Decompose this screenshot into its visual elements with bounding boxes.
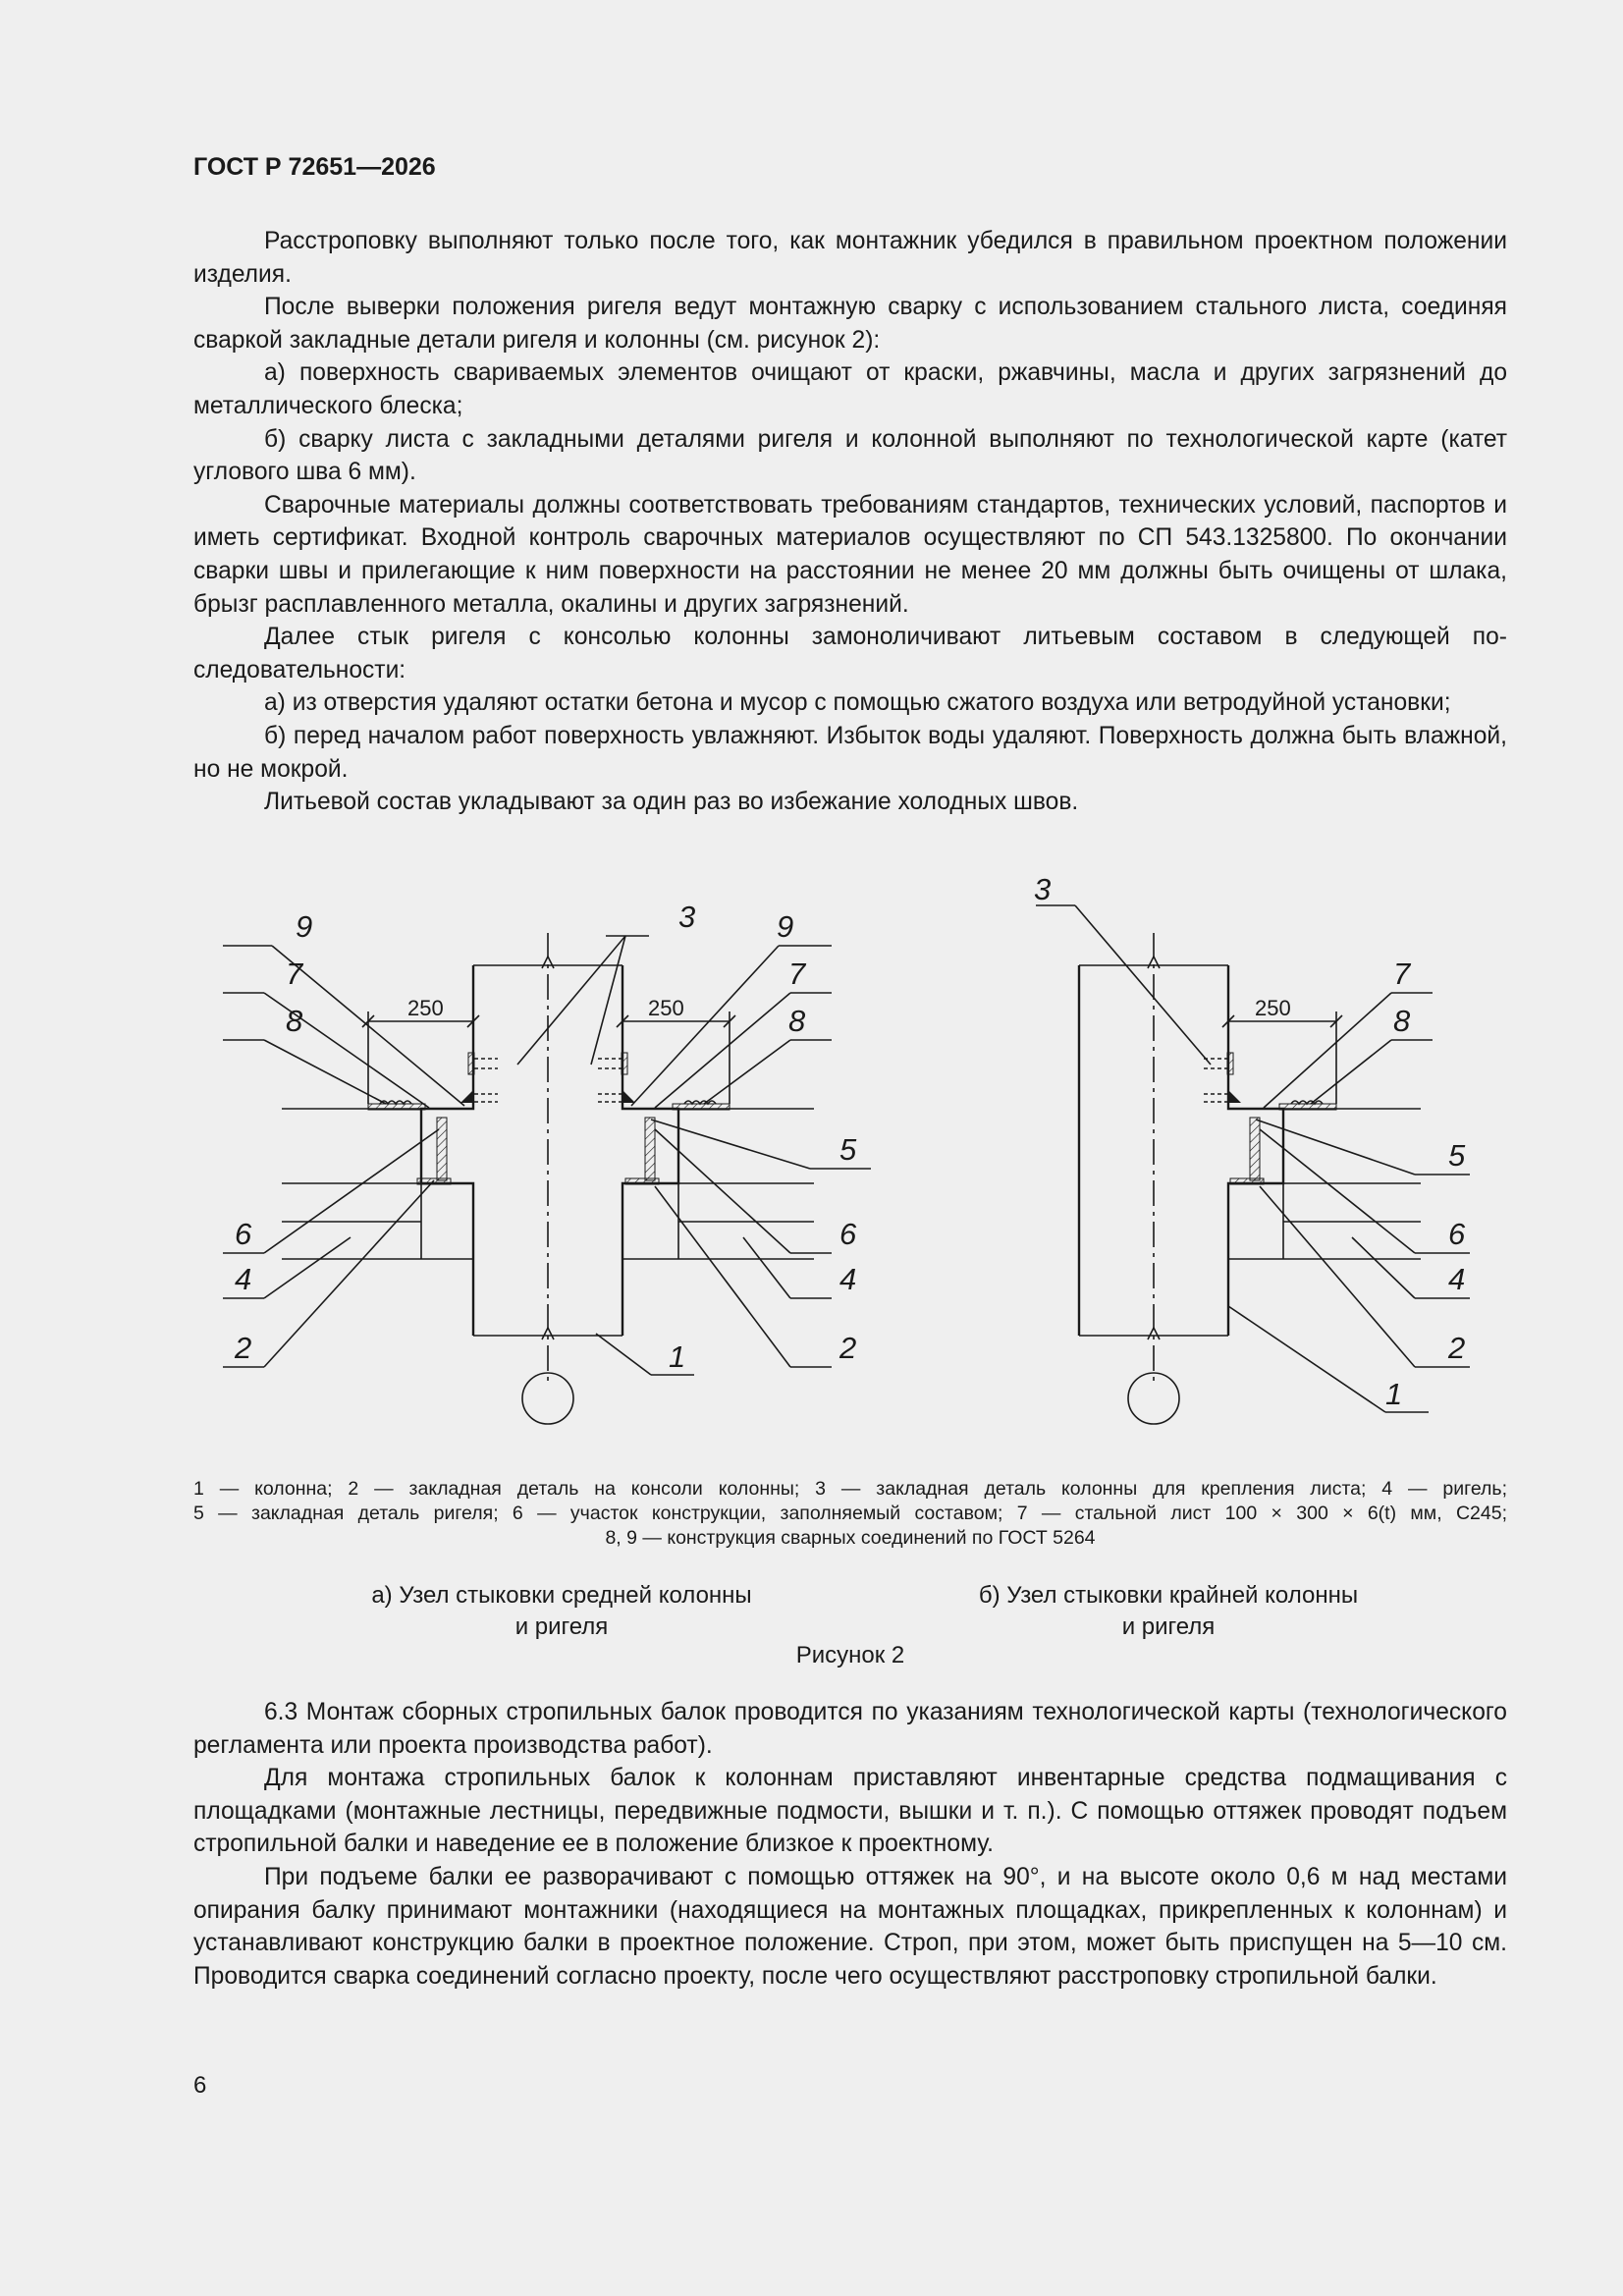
label-6: 6 [1448, 1217, 1466, 1251]
paragraph: а) поверхность свариваемых элементов очищают от краски, ржавчины, масла и других загрязнений до металлического блеска; [193, 359, 1507, 419]
label-4: 4 [839, 1262, 857, 1296]
label-6: 6 [839, 1217, 857, 1251]
label-9: 9 [777, 909, 794, 944]
paragraph: б) сварку листа с закладными деталями ригеля и колонной выполняют по технологической карте (катет углового шва 6 мм). [193, 425, 1507, 486]
paragraph: При подъеме балки ее разворачивают с помощью оттяжек на 90°, и на высоте около 0,6 м над местами опирания балку принимают монтажники (находящиеся на монтажных площадках, прикрепленных к колоннам) и устанавливают конструкцию балки в проектное положение. Строп, при этом, может быть приспущен на 5—10 см. Проводится сварка соединений согласно проекту, после чего осуществляют расстроповку стропильной балки. [193, 1863, 1507, 1990]
paragraph: б) перед началом работ поверхность увлажняют. Избыток воды удаляют. Поверхность должна быть влажной, но не мокрой. [193, 722, 1507, 783]
document-header: ГОСТ Р 72651—2026 [193, 153, 436, 181]
page-number: 6 [193, 2072, 207, 2099]
label-5: 5 [839, 1132, 857, 1167]
paragraph: После выверки положения ригеля ведут монтажную сварку с использованием стального листа, соединяя сваркой закладные детали ригеля и колонны (см. рисунок 2): [193, 294, 1507, 354]
text-block-top [193, 225, 1507, 819]
label-9: 9 [296, 909, 313, 944]
label-2: 2 [235, 1331, 252, 1365]
dimension-label: 250 [648, 996, 684, 1020]
figure-legend [193, 1477, 1507, 1551]
subcaption-line: б) Узел стыковки крайней колонны [978, 1582, 1359, 1609]
label-7: 7 [1393, 957, 1411, 991]
label-1: 1 [669, 1339, 686, 1374]
label-4: 4 [235, 1262, 252, 1296]
label-8: 8 [1393, 1004, 1411, 1038]
legend-line: 5 — закладная деталь ригеля; 6 — участок конструкции, заполняемый составом; 7 — стальной лист 100 × 300 × 6(t) мм, С245; [193, 1503, 1507, 1524]
label-3: 3 [678, 900, 696, 934]
subcaption-line: и ригеля [1121, 1613, 1216, 1640]
label-4: 4 [1448, 1262, 1466, 1296]
dimension-label: 250 [407, 996, 444, 1020]
label-6: 6 [235, 1217, 252, 1251]
label-8: 8 [286, 1004, 303, 1038]
subcaption-a [267, 1580, 856, 1643]
label-7: 7 [286, 957, 303, 991]
paragraph: Сварочные материалы должны соответствовать требованиям стандартов, технических условий, паспортов и иметь сертификат. Входной контроль сварочных материалов осуществляют по СП 543.1325800. По окончании сварки швы и прилегающие к ним поверхности на расстоянии не менее 20 мм должны быть очищены от шлака, брызг расплавленного металла, окалины и других загрязнений. [193, 491, 1507, 618]
paragraph: а) из отверстия удаляют остатки бетона и мусор с помощью сжатого воздуха или ветродуйной установки; [264, 689, 1451, 717]
label-1: 1 [1385, 1377, 1403, 1411]
paragraph: Для монтажа стропильных балок к колоннам приставляют инвентарные средства подмащивания с площадками (монтажные лестницы, передвижные подмости, вышки и т. п.). С помощью оттяжек проводят подъем стропильной балки и наведение ее в положение близкое к проектному. [193, 1765, 1507, 1858]
paragraph: Литьевой состав укладывают за один раз во избежание холодных швов. [264, 789, 1079, 816]
dimension-label: 250 [1255, 996, 1291, 1020]
label-5: 5 [1448, 1138, 1466, 1173]
label-3: 3 [1034, 874, 1052, 906]
label-8: 8 [788, 1004, 806, 1038]
legend-line: 8, 9 — конструкция сварных соединений по ГОСТ 5264 [605, 1527, 1096, 1549]
legend-line: 1 — колонна; 2 — закладная деталь на консоли колонны; 3 — закладная деталь колонны для крепления листа; 4 — ригель; [193, 1478, 1507, 1500]
label-7: 7 [788, 957, 806, 991]
label-2: 2 [839, 1331, 857, 1365]
paragraph: Расстроповку выполняют только после того, как монтажник убедился в правильном проектном положении изделия. [193, 228, 1507, 288]
paragraph: Далее стык ригеля с консолью колонны замоноличивают литьевым составом в следующей последовательности: [193, 624, 1507, 683]
drawing-a-middle-column [223, 900, 871, 1424]
figure-caption: Рисунок 2 [795, 1642, 905, 1668]
technical-drawing [193, 874, 1507, 1434]
label-2: 2 [1448, 1331, 1466, 1365]
drawing-b-edge-column [1034, 874, 1470, 1424]
figure-2-drawing [193, 874, 1507, 1434]
subcaption-line: а) Узел стыковки средней колонны [371, 1582, 752, 1609]
text-block-bottom [193, 1696, 1507, 1993]
subcaption-b [874, 1580, 1463, 1643]
paragraph: 6.3 Монтаж сборных стропильных балок проводится по указаниям технологической карты (технологического регламента или проекта производства работ). [193, 1699, 1507, 1759]
subcaption-line: и ригеля [514, 1613, 609, 1640]
